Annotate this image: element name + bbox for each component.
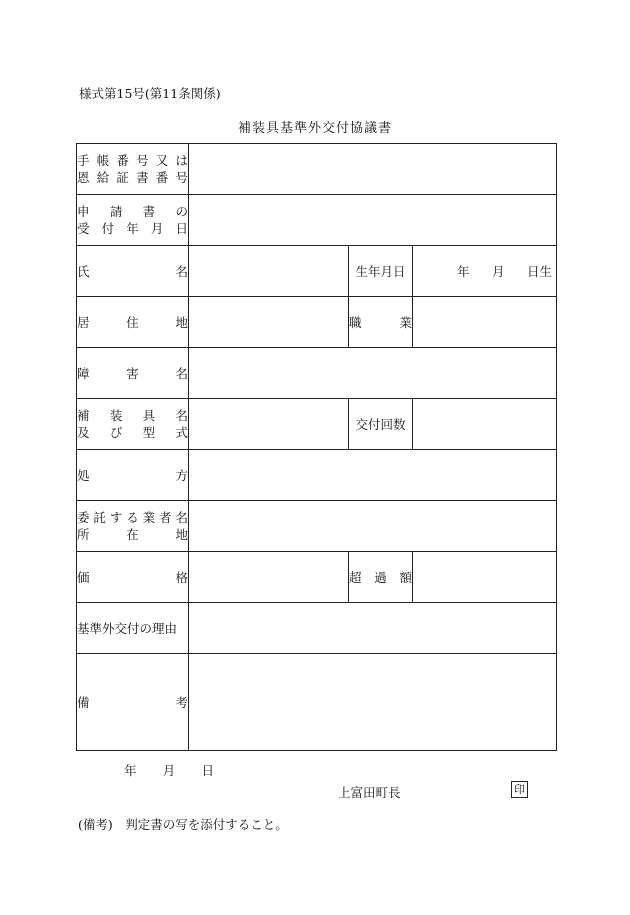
field-notebook-number[interactable] <box>189 144 557 195</box>
row-name <box>77 246 557 297</box>
field-occupation[interactable] <box>413 297 557 348</box>
field-birth-date[interactable] <box>413 246 557 297</box>
row-application-date <box>77 195 557 246</box>
row-prescription <box>77 450 557 501</box>
field-excess-amount[interactable] <box>413 552 557 603</box>
label-notebook-line2: 恩 給 証 書 番 号 <box>77 170 188 185</box>
date-day-unit: 日 <box>201 763 214 778</box>
label-contractor-line2: 所 在 地 <box>77 527 188 542</box>
label-application-line2: 受 付 年 月 日 <box>77 221 188 236</box>
label-contractor <box>77 501 189 552</box>
row-price <box>77 552 557 603</box>
field-prescription[interactable] <box>189 450 557 501</box>
field-application-date[interactable] <box>189 195 557 246</box>
date-year-unit: 年 <box>124 763 137 778</box>
form-table <box>76 143 557 751</box>
label-application-date <box>77 195 189 246</box>
row-contractor <box>77 501 557 552</box>
field-issue-count[interactable] <box>413 399 557 450</box>
label-occupation: 職 業 <box>349 314 412 330</box>
field-address[interactable] <box>189 297 349 348</box>
field-remarks[interactable] <box>189 654 557 751</box>
field-price[interactable] <box>189 552 349 603</box>
mayor-title: 上富田町長 <box>338 785 401 800</box>
label-device-line2: 及 び 型 式 <box>77 425 188 440</box>
row-reason <box>77 603 557 654</box>
seal-mark: 印 <box>511 781 528 798</box>
field-name[interactable] <box>189 246 349 297</box>
row-disability <box>77 348 557 399</box>
field-reason[interactable] <box>189 603 557 654</box>
footer-note: (備考) 判定書の写を添付すること。 <box>78 817 288 832</box>
label-address: 居 住 地 <box>77 314 188 330</box>
field-disability[interactable] <box>189 348 557 399</box>
label-device-line1: 補 装 具 名 <box>77 408 188 423</box>
row-device <box>77 399 557 450</box>
form-number: 様式第15号(第11条関係) <box>79 86 221 101</box>
birth-month-unit: 月 <box>492 264 505 279</box>
date-month-unit: 月 <box>162 763 176 778</box>
label-excess-amount: 超 過 額 <box>349 569 412 585</box>
label-notebook-line1: 手 帳 番 号 又 は <box>77 153 188 168</box>
label-contractor-line1: 委 託 す る 業 者 名 <box>77 510 188 525</box>
label-notebook-number <box>77 144 189 195</box>
birth-year-unit: 年 <box>457 264 470 279</box>
label-disability: 障 害 名 <box>77 365 188 381</box>
label-name: 氏 名 <box>77 263 188 279</box>
label-remarks: 備 考 <box>77 694 188 710</box>
label-prescription: 処 方 <box>77 467 188 483</box>
label-issue-count: 交付回数 <box>349 399 413 450</box>
row-remarks <box>77 654 557 751</box>
label-device <box>77 399 189 450</box>
field-contractor[interactable] <box>189 501 557 552</box>
label-price: 価 格 <box>77 569 188 585</box>
birth-day-unit: 日生 <box>527 264 553 279</box>
label-birth-date: 生年月日 <box>349 246 413 297</box>
label-reason: 基準外交付の理由 <box>77 603 189 654</box>
row-notebook <box>77 144 557 195</box>
label-application-line1: 申 請 書 の <box>77 204 188 219</box>
document-title: 補装具基準外交付協議書 <box>237 121 392 136</box>
row-address <box>77 297 557 348</box>
date-line <box>124 761 214 779</box>
field-device[interactable] <box>189 399 349 450</box>
